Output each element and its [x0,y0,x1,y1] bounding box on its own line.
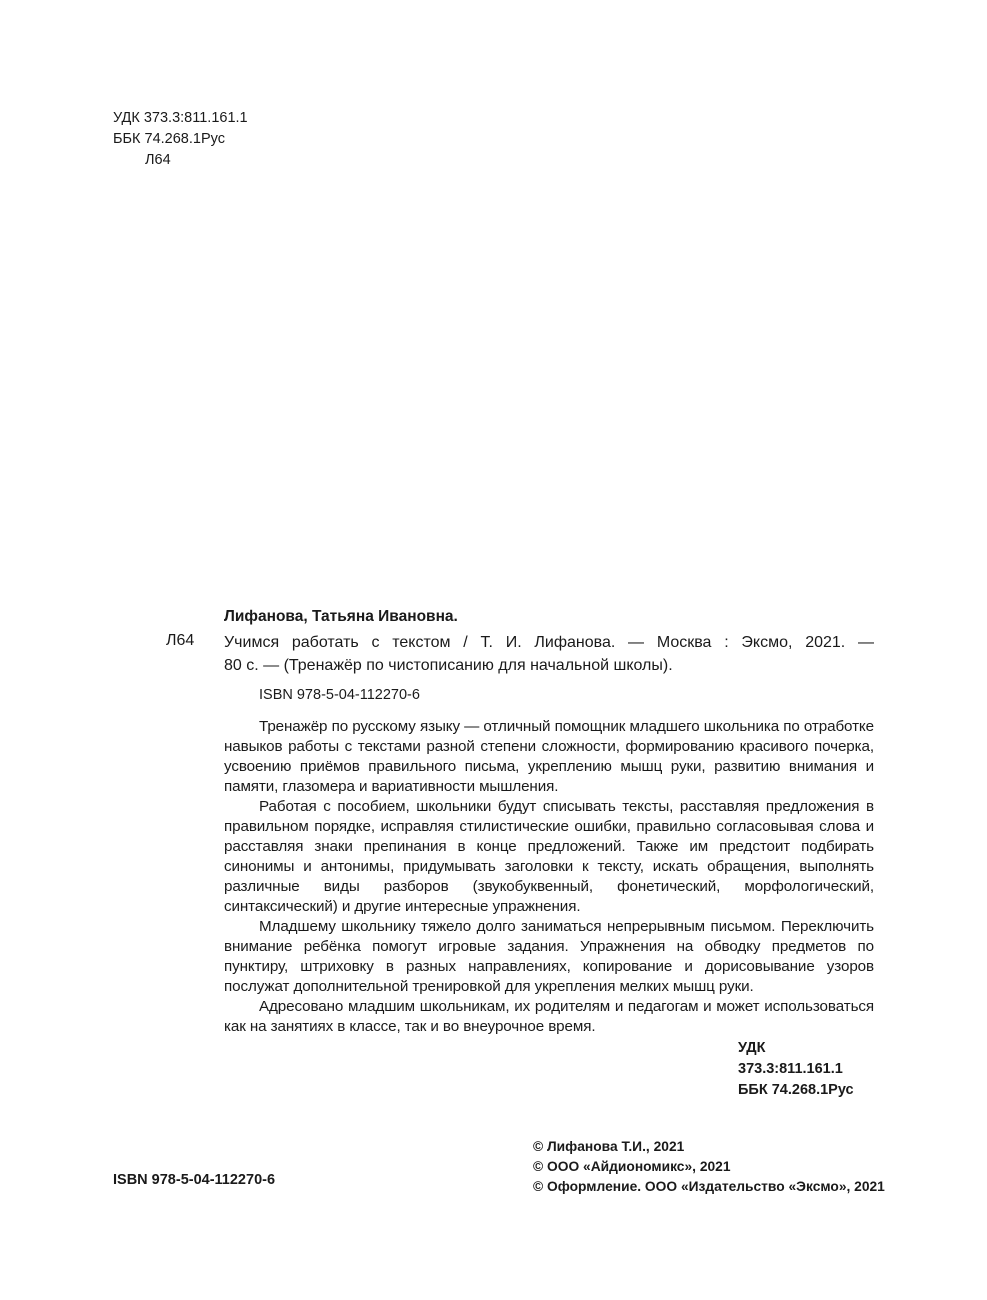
annotation-paragraph: Адресовано младшим школьникам, их родителям и педагогам и может использоваться как на занятиях в классе, так и во внеурочное время. [224,998,874,1035]
annotation-paragraph: Тренажёр по русскому языку — отличный помощник младшего школьника по отработке навыков работы с текстами разной степени сложности, формированию красивого почерка, усвоению приёмов правильного письма, укреплению мышц руки, развитию внимания и памяти, глазомера и вариативности мышления. [224,718,874,795]
biblio-line-2: 80 с. — (Тренажёр по чистописанию для начальной школы). [224,657,673,674]
top-cutter: Л64 [145,152,171,168]
annotation-paragraph: Работая с пособием, школьники будут списывать тексты, расставляя предложения в правильном порядке, исправляя стилистические ошибки, правильно согласовывая слова и расставляя знаки препинания в конце предложений. Также им предстоит подбирать синонимы и антонимы, придумывать заголовки к тексту, искать обращения, выполнять различные виды разборов (звукобуквенный, фонетический, морфологический, синтаксический) и другие интересные упражнения. [224,798,874,915]
isbn-line: ISBN 978-5-04-112270-6 [259,687,420,703]
copyright-aidionomix: © ООО «Айдиономикс», 2021 [533,1159,731,1174]
author-heading: Лифанова, Татьяна Ивановна. [224,608,458,625]
annotation-paragraph: Младшему школьнику тяжело долго заниматься непрерывным письмом. Переключить внимание ребёнка помогут игровые задания. Упражнения на обводку предметов по пунктиру, штриховку в разных направлениях, копирование и дорисовывание узоров послужат дополнительной тренировкой для укрепления мелких мышц руки. [224,918,874,995]
cutter-code: Л64 [166,632,195,649]
copyright-block [533,1137,885,1197]
top-bbk: ББК 74.268.1Рус [113,131,225,147]
biblio-line-1: Учимся работать с текстом / Т. И. Лифанова. — Москва : Эксмо, 2021. — [224,634,874,651]
right-udk: УДК 373.3:811.161.1 [738,1040,843,1077]
copyright-author: © Лифанова Т.И., 2021 [533,1139,685,1154]
annotation [224,717,874,1037]
copyright-eksmo: © Оформление. ООО «Издательство «Эксмо», 2021 [533,1179,885,1194]
top-classification-block [113,108,248,171]
right-classification-block [700,1038,872,1101]
bibliographic-description [224,631,874,677]
right-bbk: ББК 74.268.1Рус [738,1082,854,1098]
isbn-bottom: ISBN 978-5-04-112270-6 [113,1172,276,1188]
top-udk: УДК 373.3:811.161.1 [113,110,248,126]
